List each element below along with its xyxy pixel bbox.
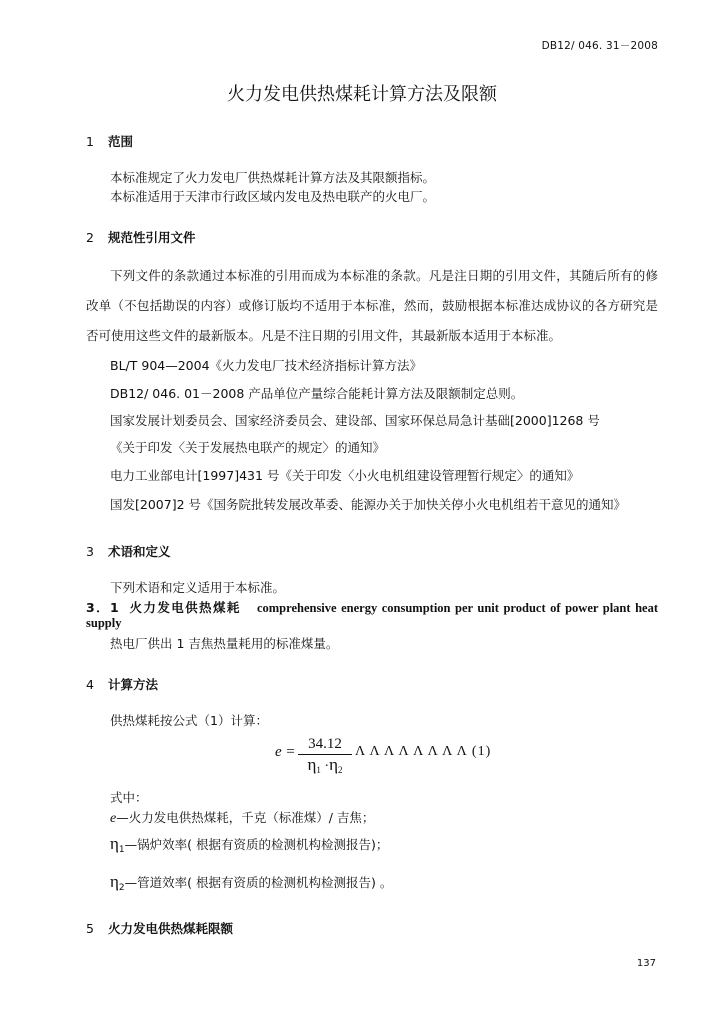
page-number: 137: [636, 958, 656, 969]
subscript: 1: [316, 765, 321, 775]
formula-lhs-text: e =: [275, 744, 296, 760]
subscript: 2: [118, 883, 125, 893]
subscript: 1: [118, 845, 125, 855]
eta-symbol: η: [307, 755, 317, 774]
section-5-heading: [86, 919, 233, 937]
eta-symbol: η: [110, 834, 119, 853]
term-definition: 热电厂供出 1 吉焦热量耗用的标准煤量。: [110, 636, 339, 651]
variable-description: —锅炉效率( 根据有资质的检测机构检测报告)；: [124, 837, 389, 852]
section-title: 火力发电供热煤耗限额: [108, 921, 234, 936]
reference-item: 电力工业部电计[1997]431 号《关于印发〈小火电机组建设管理暂行规定〉的通知》: [110, 468, 580, 483]
section-title: 范围: [108, 134, 134, 149]
formula-1: [275, 734, 495, 776]
section-number: 1: [86, 134, 94, 149]
formula-denominator: [297, 755, 353, 780]
section-number: 2: [86, 230, 94, 245]
refs-intro-text-2: 改单（不包括勘误的内容）或修订版均不适用于本标准，然而，鼓励根据本标准达成协议的各方研究是: [86, 298, 658, 313]
section-number: 5: [86, 921, 94, 936]
term-english: comprehensive energy consumption per unit product of power plant heat: [256, 601, 658, 615]
method-intro: 供热煤耗按公式（1）计算：: [110, 713, 268, 728]
variable-description: —管道效率( 根据有资质的检测机构检测报告) 。: [124, 875, 393, 890]
section-4-heading: [86, 675, 158, 693]
variable-eta1: [110, 834, 388, 855]
refs-intro-text-1: 下列文件的条款通过本标准的引用而成为本标准的条款。凡是注日期的引用文件，其随后所有的修: [110, 268, 658, 283]
section-title: 术语和定义: [108, 544, 171, 559]
section-number: 3: [86, 544, 94, 559]
reference-item: 国发[2007]2 号《国务院批转发展改革委、能源办关于加快关停小火电机组若干意见的通知》: [110, 497, 626, 512]
term-english-continued: supply: [86, 616, 122, 630]
eta-symbol: η: [110, 872, 119, 891]
multiply-dot: ·: [320, 759, 330, 774]
section-1-heading: [86, 132, 133, 150]
formula-fill: [355, 744, 491, 760]
section-title: 计算方法: [108, 677, 159, 692]
variable-description: —火力发电供热煤耗，千克（标准煤）/ 吉焦；: [116, 810, 375, 825]
section-2-heading: [86, 228, 196, 246]
reference-item: DB12/ 046. 01－2008 产品单位产量综合能耗计算方法及限额制定总则。: [110, 386, 524, 401]
scope-paragraph-1: 本标准规定了火力发电厂供热煤耗计算方法及其限额指标。: [110, 170, 436, 185]
refs-intro-line-3: 否可使用这些文件的最新版本。凡是不注日期的引用文件，其最新版本适用于本标准。: [86, 328, 562, 343]
formula-lhs: [275, 744, 296, 761]
scope-paragraph-2: 本标准适用于天津市行政区域内发电及热电联产的火电厂。: [110, 189, 436, 204]
fill-glyphs: Λ Λ Λ Λ Λ Λ Λ Λ: [355, 744, 468, 759]
reference-item: 《关于印发〈关于发展热电联产的规定〉的通知》: [110, 440, 386, 455]
section-number: 4: [86, 677, 94, 692]
where-label: 式中：: [110, 790, 148, 805]
section-title: 规范性引用文件: [108, 230, 196, 245]
refs-intro-line-1: [110, 266, 658, 284]
variable-symbol: e: [110, 811, 117, 826]
formula-fraction: [297, 734, 353, 780]
term-3-1: [86, 598, 658, 616]
reference-item: 国家发展计划委员会、国家经济委员会、建设部、国家环保总局急计基础[2000]1268 号: [110, 413, 600, 428]
document-code: DB12/ 046. 31－2008: [541, 40, 658, 52]
subscript: 2: [337, 765, 343, 775]
formula-numerator: 34.12: [308, 736, 342, 752]
section-3-heading: [86, 542, 171, 560]
reference-item: BL/T 904—2004《火力发电厂技术经济指标计算方法》: [110, 358, 423, 373]
page-title: 火力发电供热煤耗计算方法及限额: [227, 84, 497, 105]
equation-number: (1): [471, 744, 492, 759]
variable-e: [110, 808, 374, 827]
eta-symbol: η: [329, 755, 338, 774]
terms-intro: 下列术语和定义适用于本标准。: [110, 580, 286, 595]
term-3-1-line: [86, 598, 658, 616]
variable-eta2: [110, 872, 392, 893]
refs-intro-line-2: [86, 296, 658, 314]
term-number: 3．1: [86, 600, 119, 615]
term-chinese: 火力发电供热煤耗: [129, 600, 241, 615]
